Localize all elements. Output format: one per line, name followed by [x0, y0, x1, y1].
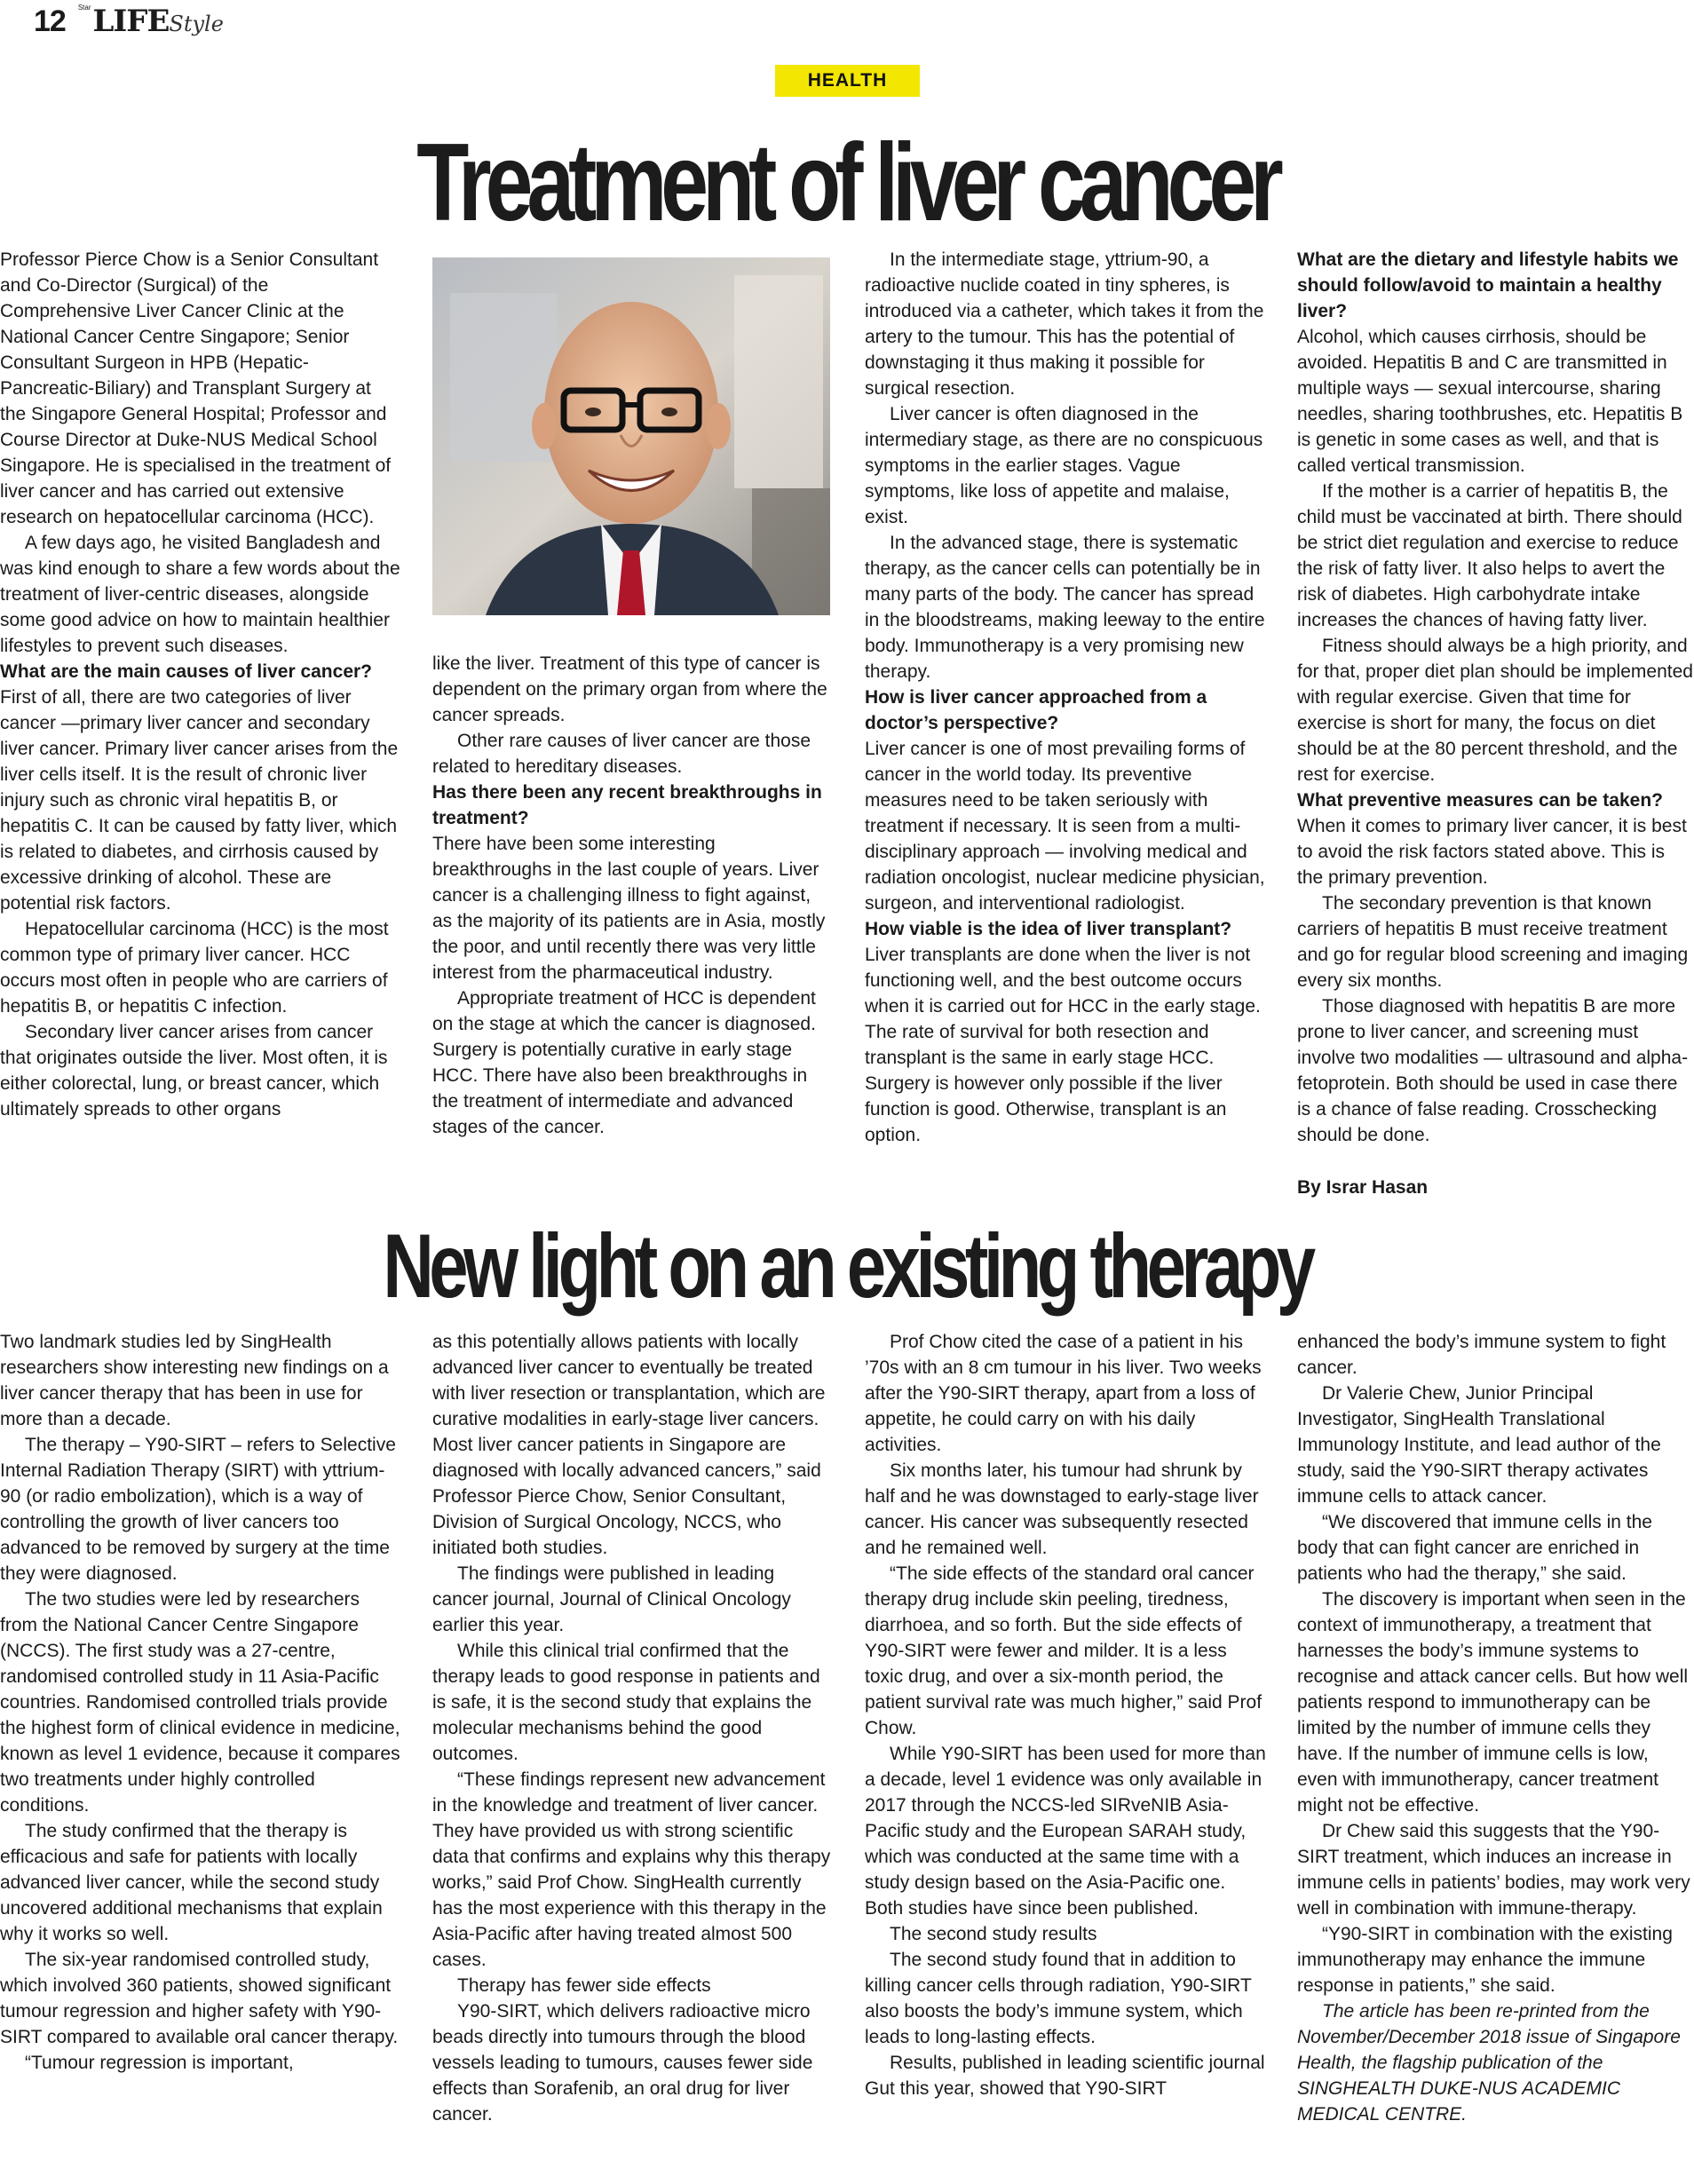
masthead — [34, 0, 224, 43]
section-tag: HEALTH — [775, 65, 920, 97]
paragraph: Prof Chow cited the case of a patient in his ’70s with an 8 cm tumour in his liver. Two weeks after the Y90-SIRT therapy, apart from a loss of appetite, he could carry on with his daily activities. — [865, 1332, 1262, 1455]
paragraph: “Y90-SIRT in combination with the existing immunotherapy may enhance the immune response in patients,” she said. — [1297, 1924, 1673, 1996]
article1-column-4 — [1297, 247, 1694, 1200]
logo-script-text: Style — [169, 12, 224, 36]
question-heading: How viable is the idea of liver transplant? — [865, 919, 1232, 939]
paragraph: The discovery is important when seen in the context of immunotherapy, a treatment that harnesses the body’s immune systems to recognise and attack cancer cells. But how well patients respond to immunotherapy can be limited by the number of immune cells they have. If the number of immune cells is low, even with immunotherapy, cancer treatment might not be effective. — [1297, 1589, 1689, 1816]
article2-column-2 — [432, 1329, 834, 2127]
paragraph: When it comes to primary liver cancer, it is best to avoid the risk factors stated above. This is the primary prevention. — [1297, 816, 1687, 888]
logo-small-text: Star — [77, 4, 91, 12]
paragraph: The six-year randomised controlled study, which involved 360 patients, showed significant tumour regression and higher safety with Y90-SIRT compared to available oral cancer therapy. — [0, 1950, 399, 2047]
paragraph: Liver cancer is one of most prevailing forms of cancer in the world today. Its preventive measures need to be taken seriously with treatment if necessary. It is seen from a multi-disciplinary approach — involving medical and radiation oncologist, nuclear medicine physician, surgeon, and interventional radiologist. — [865, 739, 1265, 914]
paragraph: The study confirmed that the therapy is efficacious and safe for patients with locally advanced liver cancer, while the second study uncovered additional mechanisms that explain why it works so well. — [0, 1821, 383, 1944]
paragraph: The therapy – Y90-SIRT – refers to Selective Internal Radiation Therapy (SIRT) with yttrium-90 (or radio embolization), which is a way of controlling the growth of liver cancers too advanced to be removed by surgery at the time they were diagnosed. — [0, 1435, 396, 1584]
logo-main-text: LIFE — [92, 4, 170, 39]
byline: By Israr Hasan — [1297, 1177, 1429, 1198]
subheading: Therapy has fewer side effects — [457, 1975, 711, 1996]
article1-headline: Treatment of liver cancer — [416, 122, 1278, 244]
paragraph: If the mother is a carrier of hepatitis B, the child must be vaccinated at birth. There should be strict diet regulation and exercise to reduce the risk of fatty liver. It also helps to avert the risk of diabetes. High carbohydrate intake increases the chances of having fatty liver. — [1297, 481, 1682, 630]
subheading: The second study results — [890, 1924, 1097, 1944]
paragraph: Other rare causes of liver cancer are those related to hereditary diseases. — [432, 731, 811, 777]
question-heading: What are the dietary and lifestyle habits we should follow/avoid to maintain a healthy liver? — [1297, 249, 1679, 321]
paragraph: Two landmark studies led by SingHealth researchers show interesting new findings on a liver cancer therapy that has been in use for more than a decade. — [0, 1332, 389, 1429]
article2-column-1 — [0, 1329, 401, 2076]
paragraph: The secondary prevention is that known carriers of hepatitis B must receive treatment and go for regular blood screening and imaging every six months. — [1297, 893, 1689, 991]
paragraph: Professor Pierce Chow is a Senior Consultant and Co-Director (Surgical) of the Comprehensive Liver Cancer Clinic at the National Cancer Centre Singapore; Senior Consultant Surgeon in HPB (Hepatic-Pancreatic-Biliary) and Transplant Surgery at the Singapore General Hospital; Professor and Course Director at Duke-NUS Medical School Singapore. He is specialised in the treatment of liver cancer and has carried out extensive research on hepatocellular carcinoma (HCC). — [0, 249, 392, 527]
paragraph: Hepatocellular carcinoma (HCC) is the most common type of primary liver cancer. HCC occurs most often in people who are carriers of hepatitis B, or hepatitis C infection. — [0, 919, 389, 1017]
paragraph: “Tumour regression is important, — [25, 2053, 294, 2073]
question-heading: Has there been any recent breakthroughs in treatment? — [432, 782, 822, 828]
article1-column-2 — [432, 651, 830, 1140]
portrait-photo-illustration — [432, 257, 830, 615]
paragraph: While this clinical trial confirmed that the therapy leads to good response in patients and is safe, it is the second study that explains the molecular mechanisms behind the good outcomes. — [432, 1641, 820, 1764]
paragraph: like the liver. Treatment of this type of cancer is dependent on the primary organ from where the cancer spreads. — [432, 653, 827, 725]
paragraph: Secondary liver cancer arises from cancer that originates outside the liver. Most often, it is either colorectal, lung, or breast cancer, which ultimately spreads to other organs — [0, 1022, 388, 1120]
article2-headline: New light on an existing therapy — [383, 1215, 1311, 1317]
article2-column-4 — [1297, 1329, 1694, 2127]
paragraph: Dr Valerie Chew, Junior Principal Investigator, SingHealth Translational Immunology Institute, and lead author of the study, said the Y90-SIRT therapy activates immune cells to attack cancer. — [1297, 1383, 1661, 1507]
article2-column-3 — [865, 1329, 1266, 2101]
publication-logo — [78, 4, 224, 39]
paragraph: Dr Chew said this suggests that the Y90-SIRT treatment, which induces an increase in immune cells in patients’ bodies, may work very well in combination with immune-therapy. — [1297, 1821, 1690, 1919]
paragraph: Appropriate treatment of HCC is dependent on the stage at which the cancer is diagnosed. Surgery is potentially curative in early stage HCC. There have also been breakthroughs in the treatment of intermediate and advanced stages of the cancer. — [432, 988, 816, 1137]
paragraph: The second study found that in addition to killing cancer cells through radiation, Y90-SIRT also boosts the body’s immune system, which leads to long-lasting effects. — [865, 1950, 1252, 2047]
page-number: 12 — [34, 4, 66, 38]
paragraph: “We discovered that immune cells in the body that can fight cancer are enriched in patients who had the therapy,” she said. — [1297, 1512, 1652, 1584]
paragraph: In the intermediate stage, yttrium-90, a radioactive nuclide coated in tiny spheres, is introduced via a catheter, which takes it from the artery to the tumour. This has the potential of downstaging it thus making it possible for surgical resection. — [865, 249, 1264, 399]
question-heading: How is liver cancer approached from a doctor’s perspective? — [865, 687, 1207, 733]
question-heading: What are the main causes of liver cancer? — [0, 661, 372, 682]
portrait-photo — [432, 257, 830, 615]
paragraph: The two studies were led by researchers from the National Cancer Centre Singapore (NCCS). The first study was a 27-centre, randomised controlled study in 11 Asia-Pacific countries. Randomised controlled trials provide the highest form of clinical evidence in medicine, known as level 1 evidence, because it compares two treatments under highly controlled conditions. — [0, 1589, 400, 1816]
paragraph: While Y90-SIRT has been used for more than a decade, level 1 evidence was only available in 2017 through the NCCS-led SIRveNIB Asia-Pacific study and the European SARAH study, which was conducted at the same time with a study design based on the Asia-Pacific one. Both studies have since been published. — [865, 1744, 1266, 1919]
paragraph: “The side effects of the standard oral cancer therapy drug include skin peeling, tiredness, diarrhoea, and so forth. But the side effects of Y90-SIRT were fewer and milder. It is a less toxic drug, and over a six-month period, the patient survival rate was much higher,” said Prof Chow. — [865, 1563, 1263, 1738]
paragraph: First of all, there are two categories of liver cancer —primary liver cancer and secondary liver cancer. Primary liver cancer arises from the liver cells itself. It is the result of chronic liver injury such as chronic viral hepatitis B, or hepatitis C. It can be caused by fatty liver, which is related to diabetes, and cirrhosis caused by excessive drinking of alcohol. These are potential risk factors. — [0, 687, 399, 914]
paragraph: There have been some interesting breakthroughs in the last couple of years. Liver cancer is a challenging illness to fight against, as the majority of its patients are in Asia, mostly the poor, and until recently there was very little interest from the pharmaceutical industry. — [432, 834, 826, 983]
reprint-note: The article has been re-printed from the November/December 2018 issue of Singapore Health, the flagship publication of the SINGHEALTH DUKE-NUS ACADEMIC MEDICAL CENTRE. — [1297, 2001, 1681, 2125]
paragraph: A few days ago, he visited Bangladesh and was kind enough to share a few words about the treatment of liver-centric diseases, alongside some good advice on how to maintain healthier lifestyles to prevent such diseases. — [0, 533, 400, 656]
article1-column-3 — [865, 247, 1266, 1148]
paragraph: Liver transplants are done when the liver is not functioning well, and the best outcome occurs when it is carried out for HCC in the early stage. The rate of survival for both resection and transplant is the same in early stage HCC. Surgery is however only possible if the liver function is good. Otherwise, transplant is an option. — [865, 945, 1261, 1145]
paragraph: In the advanced stage, there is systematic therapy, as the cancer cells can potentially be in many parts of the body. The cancer has spread in the bloodstreams, making leeway to the entire body. Immunotherapy is a very promising new therapy. — [865, 533, 1265, 682]
article1-column-1 — [0, 247, 401, 1122]
paragraph: enhanced the body’s immune system to fight cancer. — [1297, 1332, 1666, 1378]
paragraph: Six months later, his tumour had shrunk by half and he was downstaged to early-stage liver cancer. His cancer was subsequently resected and he remained well. — [865, 1460, 1259, 1558]
paragraph: Y90-SIRT, which delivers radioactive micro beads directly into tumours through the blood vessels leading to tumours, causes fewer side effects than Sorafenib, an oral drug for liver cancer. — [432, 2001, 813, 2125]
question-heading: What preventive measures can be taken? — [1297, 790, 1663, 811]
paragraph: as this potentially allows patients with locally advanced liver cancer to eventually be treated with liver resection or transplantation, which are curative modalities in early-stage liver cancers. Most liver cancer patients in Singapore are diagnosed with locally advanced cancers,” said Professor Pierce Chow, Senior Consultant, Division of Surgical Oncology, NCCS, who initiated both studies. — [432, 1332, 826, 1558]
paragraph: Alcohol, which causes cirrhosis, should be avoided. Hepatitis B and C are transmitted in multiple ways — sexual intercourse, sharing needles, sharing toothbrushes, etc. Hepatitis B is genetic in some cases as well, and that is called vertical transmission. — [1297, 327, 1683, 476]
paragraph: Those diagnosed with hepatitis B are more prone to liver cancer, and screening must involve two modalities — ultrasound and alpha-fetoprotein. Both should be used in case there is a chance of false reading. Crosschecking should be done. — [1297, 996, 1689, 1145]
paragraph: Liver cancer is often diagnosed in the intermediary stage, as there are no conspicuous symptoms in the earlier stages. Vague symptoms, like loss of appetite and malaise, exist. — [865, 404, 1263, 527]
paragraph: Fitness should always be a high priority, and for that, proper diet plan should be implemented with regular exercise. Given that time for exercise is short for many, the focus on diet should be at the 80 percent threshold, and the rest for exercise. — [1297, 636, 1693, 785]
paragraph: The findings were published in leading cancer journal, Journal of Clinical Oncology earlier this year. — [432, 1563, 791, 1635]
paragraph: “These findings represent new advancement in the knowledge and treatment of liver cancer. They have provided us with strong scientific data that confirms and explains why this therapy works,” said Prof Chow. SingHealth currently has the most experience with this therapy in the Asia-Pacific after having treated almost 500 cases. — [432, 1769, 831, 1970]
paragraph: Results, published in leading scientific journal Gut this year, showed that Y90-SIRT — [865, 2053, 1265, 2099]
